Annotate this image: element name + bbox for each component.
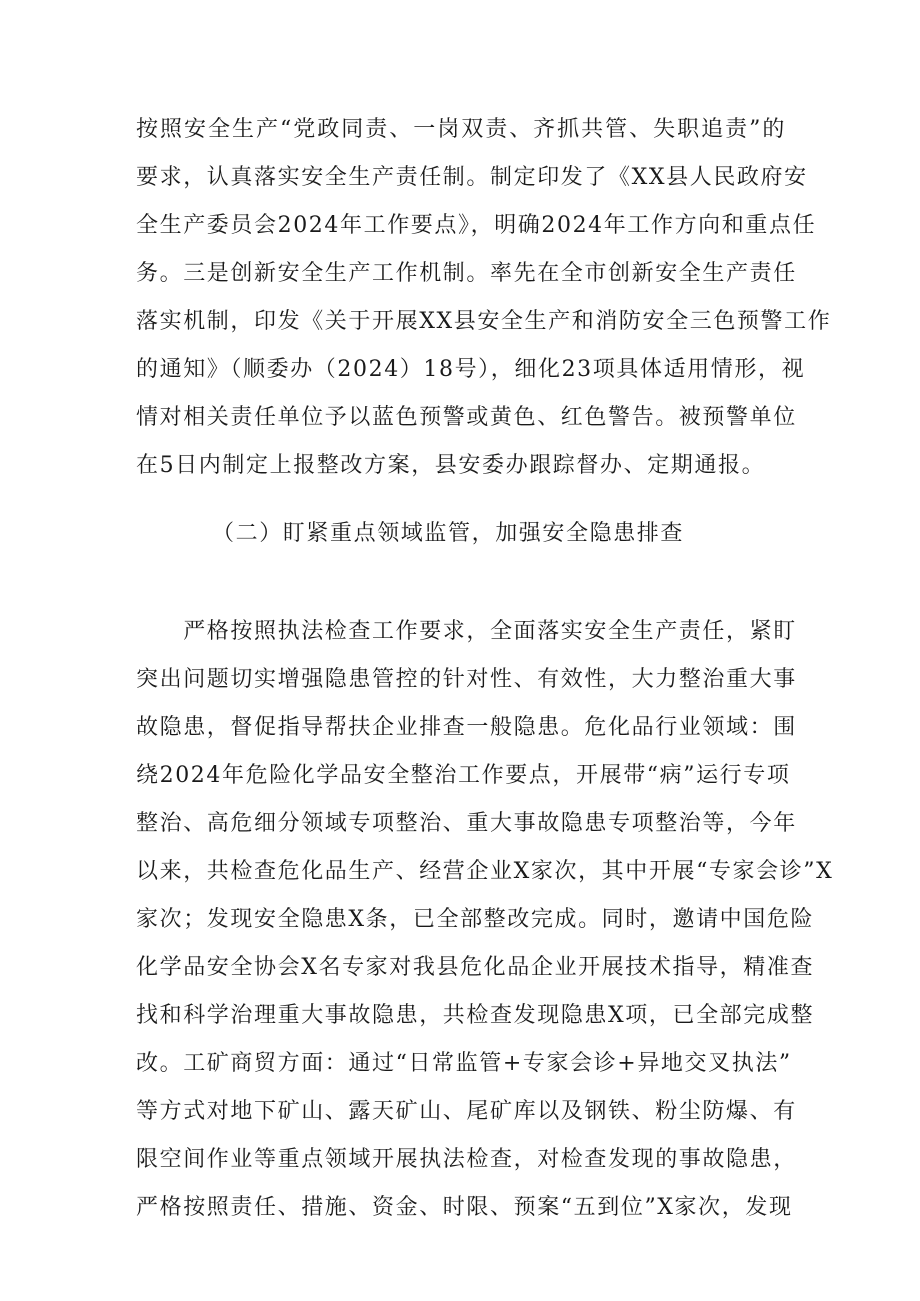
paragraph-line: 严格按照执法检查工作要求，全面落实安全生产责任，紧盯	[136, 619, 797, 644]
paragraph-line: 的通知》（顺委办（2024）18号），细化23项具体适用情形，视	[136, 357, 806, 382]
paragraph-line: 务。三是创新安全生产工作机制。率先在全市创新安全生产责任	[136, 261, 797, 286]
paragraph-safety-responsibility	[136, 106, 832, 490]
paragraph-line: 按照安全生产“党政同责、一岗双责、齐抓共管、失职追责”的	[136, 117, 786, 142]
paragraph-line: 限空间作业等重点领域开展执法检查，对检查发现的事故隐患，	[136, 1147, 797, 1172]
paragraph-line: 故隐患，督促指导帮扶企业排查一般隐患。危化品行业领域：围	[136, 715, 797, 740]
paragraph-line: 全生产委员会2024年工作要点》，明确2024年工作方向和重点任	[136, 213, 817, 238]
section-heading: （二）盯紧重点领域监管，加强安全隐患排查	[212, 521, 685, 546]
paragraph-line: 在5日内制定上报整改方案，县安委办跟踪督办、定期通报。	[136, 453, 766, 478]
paragraph-line: 严格按照责任、措施、资金、时限、预案“五到位”X家次，发现	[136, 1195, 793, 1220]
paragraph-line: 落实机制，印发《关于开展XX县安全生产和消防安全三色预警工作	[136, 309, 832, 334]
paragraph-line: 改。工矿商贸方面：通过“日常监管+专家会诊+异地交叉执法”	[136, 1051, 792, 1076]
paragraph-line: 等方式对地下矿山、露天矿山、尾矿库以及钢铁、粉尘防爆、有	[136, 1099, 797, 1124]
paragraph-line: 情对相关责任单位予以蓝色预警或黄色、红色警告。被预警单位	[136, 405, 797, 430]
paragraph-line: 绕2024年危险化学品安全整治工作要点，开展带“病”运行专项	[136, 763, 791, 788]
paragraph-line: 整治、高危细分领域专项整治、重大事故隐患专项整治等，今年	[136, 811, 797, 836]
paragraph-line: 以来，共检查危化品生产、经营企业X家次，其中开展“专家会诊”X	[136, 859, 834, 884]
paragraph-line: 突出问题切实增强隐患管控的针对性、有效性，大力整治重大事	[136, 667, 797, 692]
paragraph-line: 化学品安全协会X名专家对我县危化品企业开展技术指导，精准查	[136, 955, 815, 980]
paragraph-hazard-inspection	[136, 608, 834, 1232]
paragraph-line: 找和科学治理重大事故隐患，共检查发现隐患X项，已全部完成整	[136, 1003, 815, 1028]
paragraph-line: 家次；发现安全隐患X条，已全部整改完成。同时，邀请中国危险	[136, 907, 815, 932]
paragraph-line: 要求，认真落实安全生产责任制。制定印发了《XX县人民政府安	[136, 165, 808, 190]
